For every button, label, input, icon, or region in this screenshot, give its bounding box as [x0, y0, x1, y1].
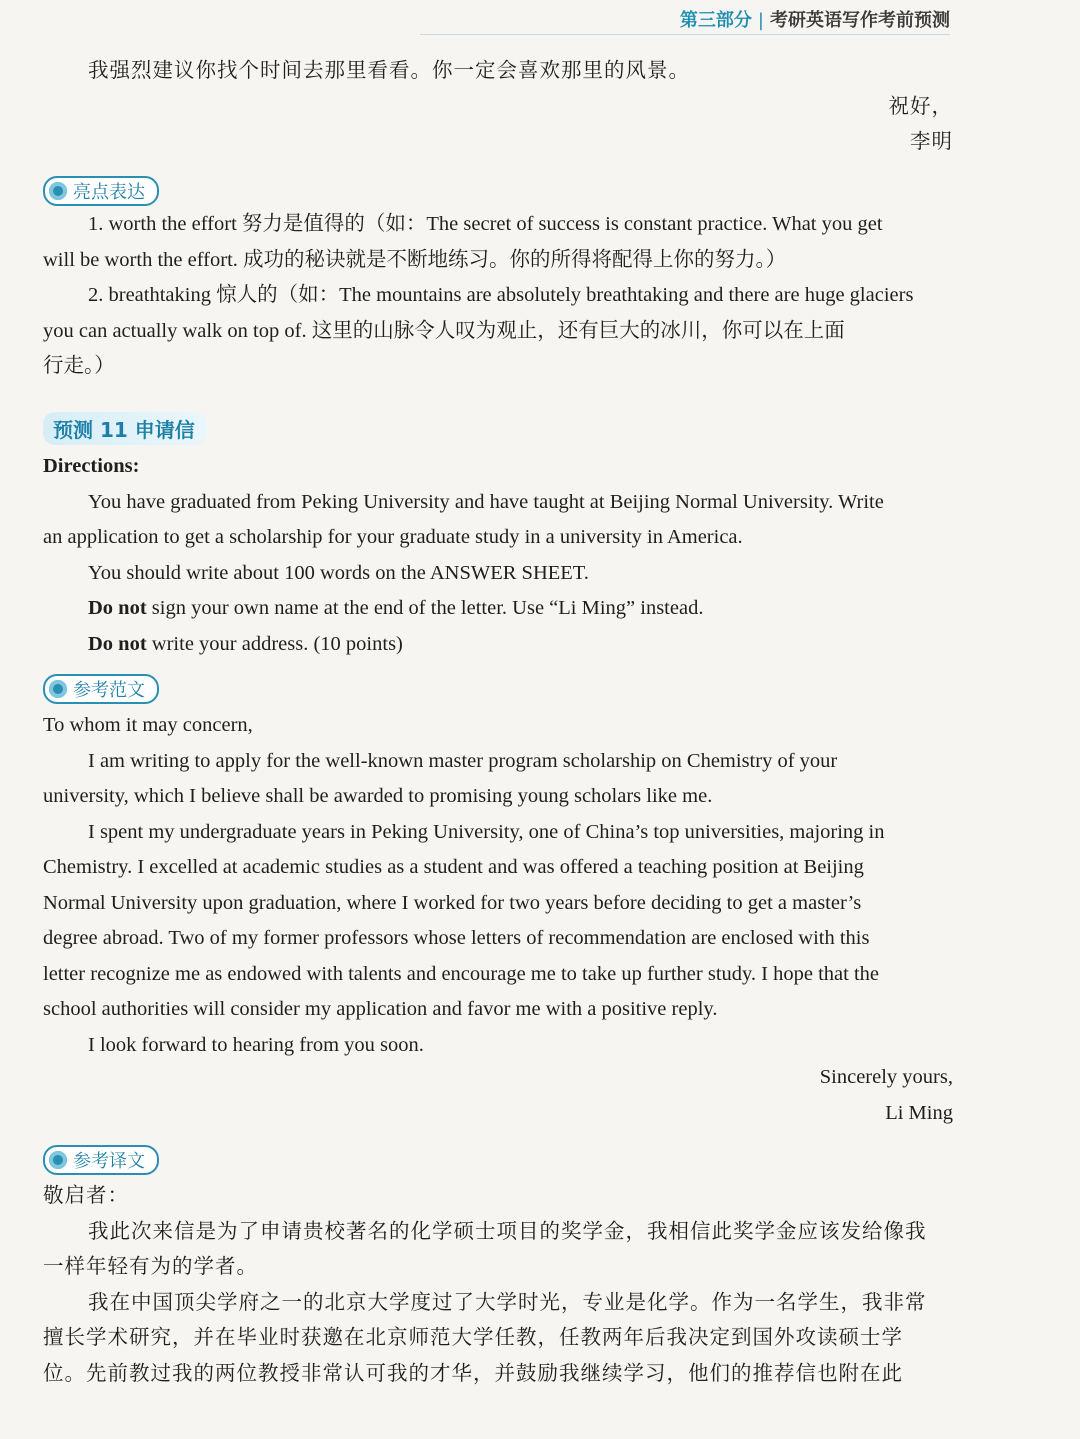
translation-p2-line-3: 位。先前教过我的两位教授非常认可我的才华，并鼓励我继续学习，他们的推荐信也附在此 — [43, 1362, 903, 1385]
sample-p2-line-2: Chemistry. I excelled at academic studies as a student and was offered a teaching position at Beijing — [43, 856, 864, 878]
translation-tag-label: 参考译文 — [73, 1151, 145, 1172]
translation-body — [43, 1179, 953, 1392]
highlights-section — [43, 176, 953, 206]
directions-body — [43, 449, 953, 662]
highlight-1-line-2: will be worth the effort. 成功的秘诀就是不断地练习。你的所得将配得上你的努力。） — [43, 248, 787, 271]
header-separator: | — [757, 10, 764, 31]
sample-closing: Sincerely yours, — [819, 1066, 953, 1088]
sample-tag — [43, 674, 159, 704]
direction-2: You should write about 100 words on the ANSWER SHEET. — [88, 561, 589, 584]
sample-section — [43, 674, 953, 704]
sample-body — [43, 708, 953, 1131]
translation-section — [43, 1145, 953, 1175]
tag-bullet-icon — [49, 182, 67, 200]
translation-p1-line-1: 我此次来信是为了申请贵校著名的化学硕士项目的奖学金，我相信此奖学金应该发给像我 — [88, 1220, 927, 1243]
sample-salutation: To whom it may concern, — [43, 714, 253, 736]
highlight-2-line-2: you can actually walk on top of. 这里的山脉令人叹为观止，还有巨大的冰川，你可以在上面 — [43, 319, 845, 342]
sample-p2-line-6: school authorities will consider my application and favor me with a positive reply. — [43, 998, 718, 1020]
translation-p2-line-2: 擅长学术研究，并在毕业时获邀在北京师范大学任教，任教两年后我决定到国外攻读硕士学 — [43, 1327, 903, 1349]
sample-p2-line-1: I spent my undergraduate years in Peking University, one of China’s top universities, majoring in — [88, 820, 885, 843]
previous-letter-ending — [43, 54, 953, 161]
translation-tag — [43, 1145, 159, 1175]
part-label: 第三部分 — [679, 10, 752, 31]
direction-1-line-1: You have graduated from Peking University and have taught at Beijing Normal University. Write — [88, 490, 884, 513]
direction-4-emphasis: Do not — [88, 632, 147, 655]
sample-p2-line-4: degree abroad. Two of my former professors whose letters of recommendation are enclosed with this — [43, 927, 870, 949]
sample-p2-line-5: letter recognize me as endowed with talents and encourage me to take up further study. I hope that the — [43, 962, 880, 985]
header-rule — [420, 34, 950, 35]
translation-p2-line-1: 我在中国顶尖学府之一的北京大学度过了大学时光，专业是化学。作为一名学生，我非常 — [88, 1291, 927, 1314]
direction-4 — [43, 627, 953, 663]
directions-label: Directions: — [43, 455, 140, 477]
direction-3 — [43, 591, 953, 627]
sample-p2-line-3: Normal University upon graduation, where I worked for two years before deciding to get a master’s — [43, 891, 862, 914]
running-header — [680, 6, 950, 32]
highlights-tag — [43, 176, 159, 206]
book-title: 考研英语写作考前预测 — [770, 10, 950, 31]
closing-greeting: 祝好， — [888, 95, 953, 118]
highlights-tag-label: 亮点表达 — [73, 182, 145, 203]
highlight-2-line-1: 2. breathtaking 惊人的（如：The mountains are absolutely breathtaking and there are huge glaciers — [88, 284, 914, 306]
direction-1-line-2: an application to get a scholarship for your graduate study in a university in America. — [43, 526, 743, 548]
sample-p3: I look forward to hearing from you soon. — [88, 1033, 424, 1056]
sample-p1-line-1: I am writing to apply for the well-known master program scholarship on Chemistry of your — [88, 749, 838, 772]
direction-3-text: sign your own name at the end of the letter. Use “Li Ming” instead. — [146, 597, 704, 619]
tag-bullet-icon — [49, 1151, 67, 1169]
highlight-1-line-1: 1. worth the effort 努力是值得的（如：The secret of success is constant practice. What you get — [88, 213, 883, 235]
closing-line: 我强烈建议你找个时间去那里看看。你一定会喜欢那里的风景。 — [88, 60, 690, 82]
sample-signature: Li Ming — [885, 1101, 953, 1124]
sample-tag-label: 参考范文 — [73, 680, 145, 701]
prediction-section — [43, 412, 953, 445]
tag-bullet-icon — [49, 680, 67, 698]
translation-p1-line-2: 一样年轻有为的学者。 — [43, 1256, 258, 1278]
highlight-2-line-3: 行走。） — [43, 355, 115, 377]
highlights-body — [43, 207, 953, 385]
translation-salutation: 敬启者： — [43, 1185, 129, 1207]
prediction-title: 预测 11 申请信 — [43, 412, 207, 445]
closing-signature: 李明 — [910, 131, 953, 153]
direction-4-text: write your address. (10 points) — [146, 632, 403, 655]
sample-p1-line-2: university, which I believe shall be awarded to promising young scholars like me. — [43, 785, 713, 807]
direction-3-emphasis: Do not — [88, 597, 147, 619]
